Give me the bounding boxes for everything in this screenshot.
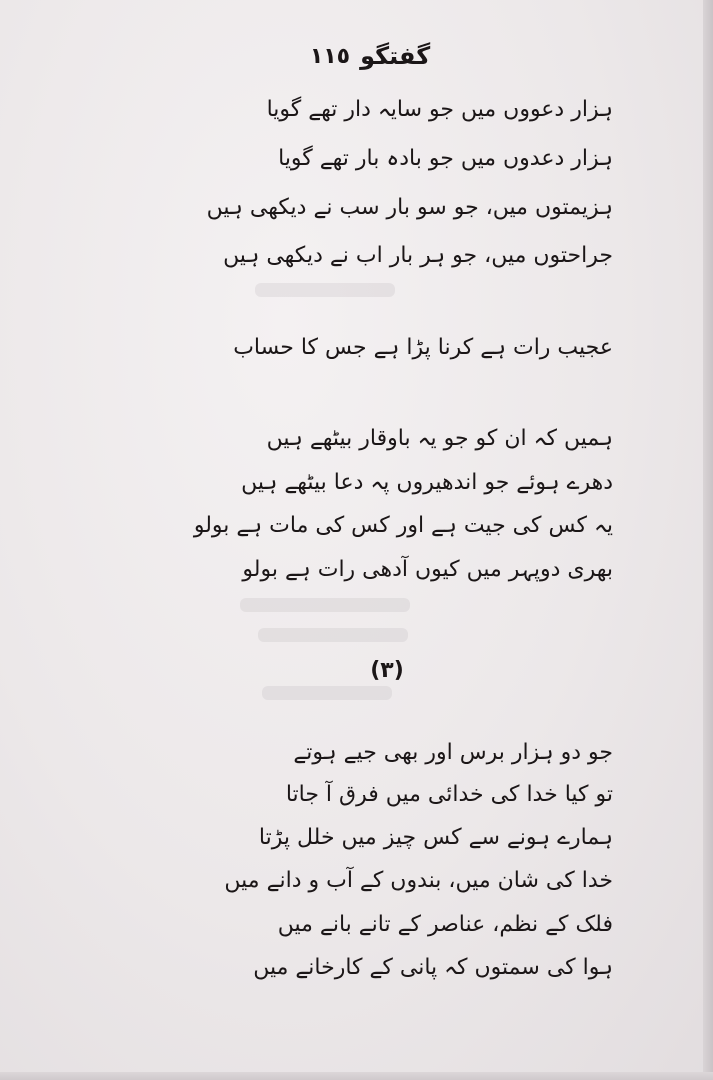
bleed-through-mark (240, 598, 410, 612)
verse-line: ہزار دعووں میں جو سایہ دار تھے گویا (266, 97, 613, 122)
page-edge-right (703, 0, 713, 1080)
running-title: گفتگو (360, 42, 431, 70)
page-header (300, 38, 440, 74)
verse-line: یہ کس کی جیت ہے اور کس کی مات ہے بولو (193, 513, 613, 538)
bleed-through-mark (255, 283, 395, 297)
page-edge-bottom (0, 1072, 713, 1080)
verse-line: تو کیا خدا کی خدائی میں فرق آ جاتا (285, 782, 613, 807)
bleed-through-mark (258, 628, 408, 642)
verse-line: خدا کی شان میں، بندوں کے آب و دانے میں (224, 868, 613, 893)
verse-line: فلک کے نظم، عناصر کے تانے بانے میں (277, 912, 613, 937)
verse-line: دھرے ہوئے جو اندھیروں پہ دعا بیٹھے ہیں (241, 470, 613, 495)
verse-line: ہمیں کہ ان کو جو یہ باوقار بیٹھے ہیں (266, 426, 613, 451)
verse-line: جراحتوں میں، جو ہر بار اب نے دیکھی ہیں (223, 243, 613, 268)
verse-line: ہمارے ہونے سے کس چیز میں خلل پڑتا (258, 825, 613, 850)
verse-line: جو دو ہزار برس اور بھی جیے ہوتے (293, 740, 613, 765)
verse-line: ہزار دعدوں میں جو بادہ بار تھے گویا (278, 146, 613, 171)
verse-line: عجیب رات ہے کرنا پڑا ہے جس کا حساب (233, 335, 613, 360)
section-number: (۳) (370, 658, 404, 683)
verse-line: بھری دوپہر میں کیوں آدھی رات ہے بولو (242, 557, 613, 582)
verse-line: ہوا کی سمتوں کہ پانی کے کارخانے میں (253, 955, 613, 980)
verse-line: ہزیمتوں میں، جو سو بار سب نے دیکھی ہیں (206, 195, 613, 220)
page-number: ١١٥ (309, 43, 351, 69)
bleed-through-mark (262, 686, 392, 700)
